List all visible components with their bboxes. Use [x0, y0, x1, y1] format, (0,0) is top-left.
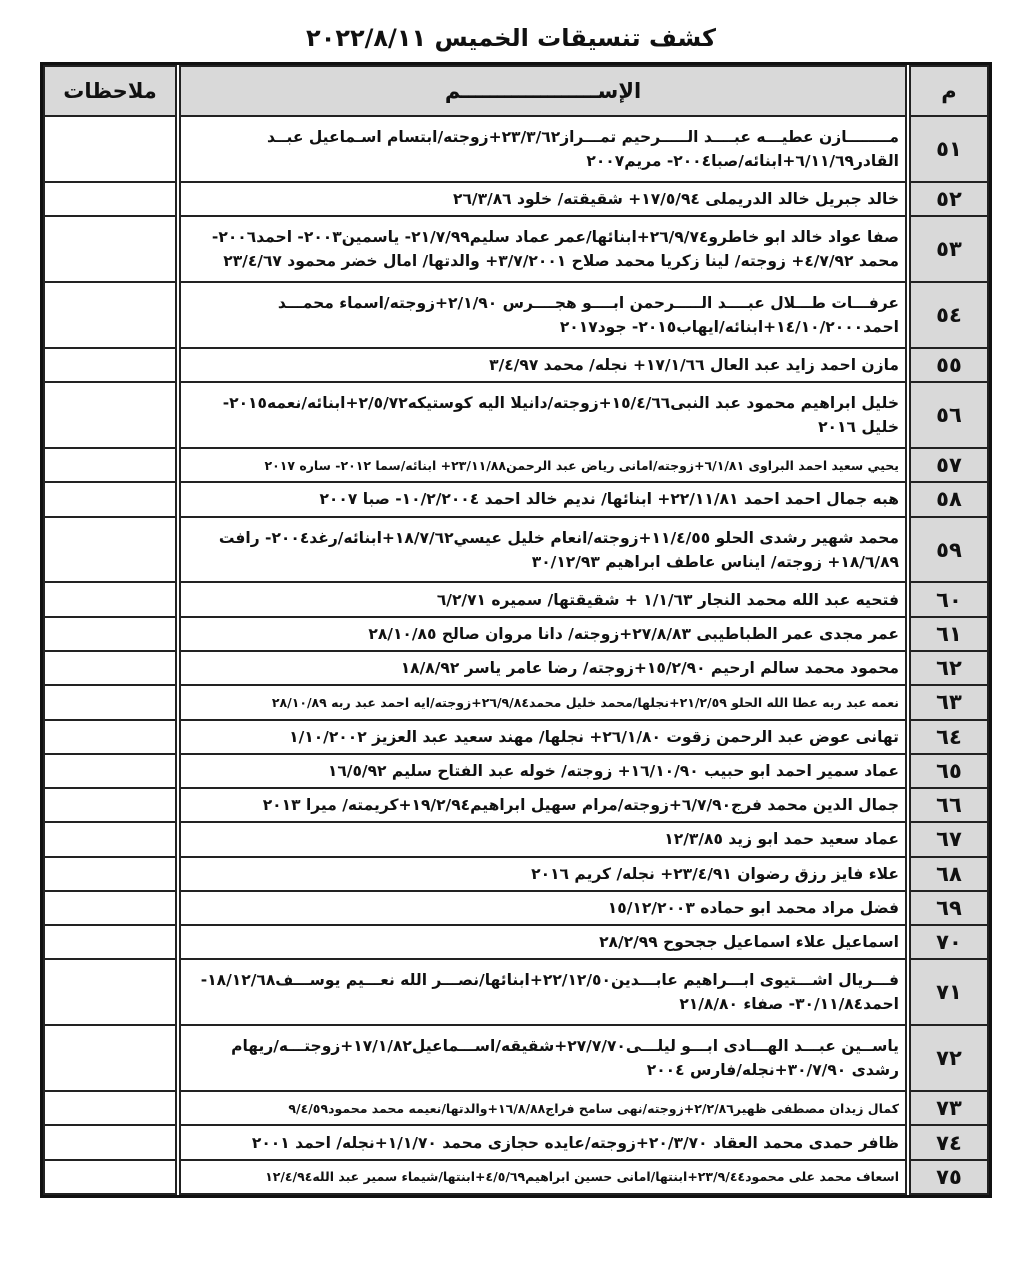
row-number: ٦٢	[908, 651, 988, 685]
row-number: ٥٢	[908, 182, 988, 216]
row-number: ٦٩	[908, 891, 988, 925]
row-notes	[44, 216, 178, 282]
row-number: ٧٤	[908, 1125, 988, 1159]
row-number: ٦٣	[908, 685, 988, 719]
row-notes	[44, 582, 178, 616]
header-name: الإســـــــــــــــــــم	[178, 66, 908, 116]
row-names: محمد شهير رشدى الحلو ١١/٤/٥٥+زوجته/انعام خليل عيسي١٨/٧/٦٢+ابنائه/رغد٢٠٠٤- رافت ١٨/٦/٨٩+ زوجته/ ايناس عاطف ابراهيم ٣٠/١٢/٩٣	[178, 517, 908, 583]
row-notes	[44, 116, 178, 182]
row-notes	[44, 685, 178, 719]
row-names: مــــــــازن عطيـــه عبــــد الـــــرحيم تمـــراز٢٣/٣/٦٢+زوجته/ابتسام اسـماعيل عبــد القادر٦/١١/٦٩+ابنائه/صبا٢٠٠٤- مريم٢٠٠٧	[178, 116, 908, 182]
table-row	[44, 925, 988, 959]
row-notes	[44, 517, 178, 583]
row-notes	[44, 482, 178, 516]
row-number: ٦٥	[908, 754, 988, 788]
row-number: ٥٤	[908, 282, 988, 348]
table-row	[44, 282, 988, 348]
row-names: نعمه عبد ربه عطا الله الحلو ٢١/٢/٥٩+نجلها/محمد خليل محمد٢٦/٩/٨٤+زوجته/ايه احمد عبد ربه ٢٨/١٠/٨٩	[178, 685, 908, 719]
table-row	[44, 788, 988, 822]
names-table	[43, 65, 989, 1195]
row-notes	[44, 959, 178, 1025]
row-names: خالد جبريل خالد الدريملى ١٧/٥/٩٤+ شقيقته/ خلود ٢٦/٣/٨٦	[178, 182, 908, 216]
row-notes	[44, 617, 178, 651]
row-number: ٦٦	[908, 788, 988, 822]
row-number: ٥١	[908, 116, 988, 182]
table-body	[44, 116, 988, 1194]
table-row	[44, 822, 988, 856]
table-row	[44, 720, 988, 754]
row-names: كمال زيدان مصطفى ظهير٢/٢/٨٦+زوجته/نهى سامح فراج١٦/٨/٨٨+والدتها/نعيمه محمد محمود٩/٤/٥٩	[178, 1091, 908, 1125]
row-number: ٧١	[908, 959, 988, 1025]
row-notes	[44, 182, 178, 216]
row-names: ياســين عبـــد الهـــادى ابـــو ليلـــى٢٧/٧/٧٠+شقيقه/اســـماعيل١٧/١/٨٢+زوجتـــه/ريهام رشدى ٣٠/٧/٩٠+نجله/فارس ٢٠٠٤	[178, 1025, 908, 1091]
row-names: محمود محمد سالم ارحيم ١٥/٢/٩٠+زوجته/ رضا عامر ياسر ١٨/٨/٩٢	[178, 651, 908, 685]
row-names: اسعاف محمد على محمود٢٣/٩/٤٤+ابنتها/امانى حسين ابراهيم٤/٥/٦٩+ابنتها/شيماء سمير عبد الله١٢/٤/٩٤	[178, 1160, 908, 1194]
row-number: ٦١	[908, 617, 988, 651]
row-names: خليل ابراهيم محمود عبد النبى١٥/٤/٦٦+زوجته/دانيلا اليه كوستيكه٢/٥/٧٢+ابنائه/نعمه٢٠١٥- خليل ٢٠١٦	[178, 382, 908, 448]
row-names: فضل مراد محمد ابو حماده ١٥/١٢/٢٠٠٣	[178, 891, 908, 925]
table-row	[44, 116, 988, 182]
row-names: تهانى عوض عبد الرحمن زقوت ٢٦/١/٨٠+ نجلها/ مهند سعيد عبد العزيز ١/١٠/٢٠٠٢	[178, 720, 908, 754]
header-notes: ملاحظات	[44, 66, 178, 116]
row-notes	[44, 822, 178, 856]
row-notes	[44, 857, 178, 891]
row-number: ٧٣	[908, 1091, 988, 1125]
row-notes	[44, 754, 178, 788]
row-number: ٥٥	[908, 348, 988, 382]
table-row	[44, 348, 988, 382]
table-row	[44, 617, 988, 651]
row-number: ٧٠	[908, 925, 988, 959]
row-number: ٥٩	[908, 517, 988, 583]
row-number: ٦٧	[908, 822, 988, 856]
table-row	[44, 216, 988, 282]
table-row	[44, 582, 988, 616]
row-number: ٥٧	[908, 448, 988, 482]
row-names: علاء فايز رزق رضوان ٢٣/٤/٩١+ نجله/ كريم ٢٠١٦	[178, 857, 908, 891]
table-row	[44, 1025, 988, 1091]
row-notes	[44, 720, 178, 754]
table-row	[44, 1091, 988, 1125]
row-notes	[44, 348, 178, 382]
table-row	[44, 482, 988, 516]
row-notes	[44, 282, 178, 348]
row-notes	[44, 891, 178, 925]
row-names: جمال الدين محمد فرج٦/٧/٩٠+زوجته/مرام سهيل ابراهيم١٩/٢/٩٤+كريمته/ ميرا ٢٠١٣	[178, 788, 908, 822]
row-notes	[44, 448, 178, 482]
table-row	[44, 182, 988, 216]
row-number: ٦٨	[908, 857, 988, 891]
table-row	[44, 651, 988, 685]
row-number: ٥٣	[908, 216, 988, 282]
row-number: ٦٠	[908, 582, 988, 616]
row-names: ظافر حمدى محمد العقاد ٢٠/٣/٧٠+زوجته/عايده حجازى محمد ١/١/٧٠+نجله/ احمد ٢٠٠١	[178, 1125, 908, 1159]
table-row	[44, 685, 988, 719]
row-names: عرفـــات طـــلال عبــــد الـــــرحمن ابــــو هجــــرس ٢/١/٩٠+زوجته/اسماء محمـــد احمد١٤/١٠/٢٠٠٠+ابنائه/ايهاب٢٠١٥- جود٢٠١٧	[178, 282, 908, 348]
header-number: م	[908, 66, 988, 116]
row-notes	[44, 651, 178, 685]
row-number: ٥٨	[908, 482, 988, 516]
table-row	[44, 448, 988, 482]
row-names: فتحيه عبد الله محمد النجار ١/١/٦٣ + شقيقتها/ سميره ٦/٢/٧١	[178, 582, 908, 616]
table-row	[44, 754, 988, 788]
row-names: فـــريال اشـــتيوى ابـــراهيم عابـــدين٢٢/١٢/٥٠+ابنائها/نصـــر الله نعـــيم يوســـف١٨/١٢/٦٨- احمد٣٠/١١/٨٤- صفاء ٢١/٨/٨٠	[178, 959, 908, 1025]
table-header-row	[44, 66, 988, 116]
row-names: عماد سمير احمد ابو حبيب ١٦/١٠/٩٠+ زوجته/ خوله عبد الفتاح سليم ١٦/٥/٩٢	[178, 754, 908, 788]
document-title: كشف تنسيقات الخميس ٢٠٢٢/٨/١١	[306, 24, 716, 52]
table-row	[44, 857, 988, 891]
table-row	[44, 1160, 988, 1194]
table-row	[44, 382, 988, 448]
row-names: عمر مجدى عمر الطباطيبى ٢٧/٨/٨٣+زوجته/ دانا مروان صالح ٢٨/١٠/٨٥	[178, 617, 908, 651]
row-notes	[44, 1125, 178, 1159]
row-notes	[44, 382, 178, 448]
row-notes	[44, 1025, 178, 1091]
row-notes	[44, 788, 178, 822]
row-number: ٦٤	[908, 720, 988, 754]
coordination-table	[40, 62, 992, 1198]
row-names: مازن احمد زايد عبد العال ١٧/١/٦٦+ نجله/ محمد ٣/٤/٩٧	[178, 348, 908, 382]
row-notes	[44, 925, 178, 959]
row-names: يحيي سعيد احمد البراوى ٦/١/٨١+زوجته/امانى رياض عبد الرحمن٢٣/١١/٨٨+ ابنائه/سما ٢٠١٢- ساره ٢٠١٧	[178, 448, 908, 482]
table-row	[44, 1125, 988, 1159]
table-row	[44, 517, 988, 583]
row-number: ٧٢	[908, 1025, 988, 1091]
row-names: صفا عواد خالد ابو خاطرو٢٦/٩/٧٤+ابنائها/عمر عماد سليم٢١/٧/٩٩- ياسمين٢٠٠٣- احمد٢٠٠٦- محمد ٤/٧/٩٢+ زوجته/ لينا زكريا محمد صلاح ٣/٧/٢٠٠١+ والدتها/ امال خضر محمود ٢٣/٤/٦٧	[178, 216, 908, 282]
row-notes	[44, 1091, 178, 1125]
row-names: عماد سعيد حمد ابو زيد ١٢/٣/٨٥	[178, 822, 908, 856]
row-names: هبه جمال احمد احمد ٢٢/١١/٨١+ ابنائها/ نديم خالد احمد ١٠/٢/٢٠٠٤- صبا ٢٠٠٧	[178, 482, 908, 516]
row-number: ٧٥	[908, 1160, 988, 1194]
table-row	[44, 959, 988, 1025]
row-names: اسماعيل علاء اسماعيل ججحوح ٢٨/٢/٩٩	[178, 925, 908, 959]
row-number: ٥٦	[908, 382, 988, 448]
row-notes	[44, 1160, 178, 1194]
table-row	[44, 891, 988, 925]
